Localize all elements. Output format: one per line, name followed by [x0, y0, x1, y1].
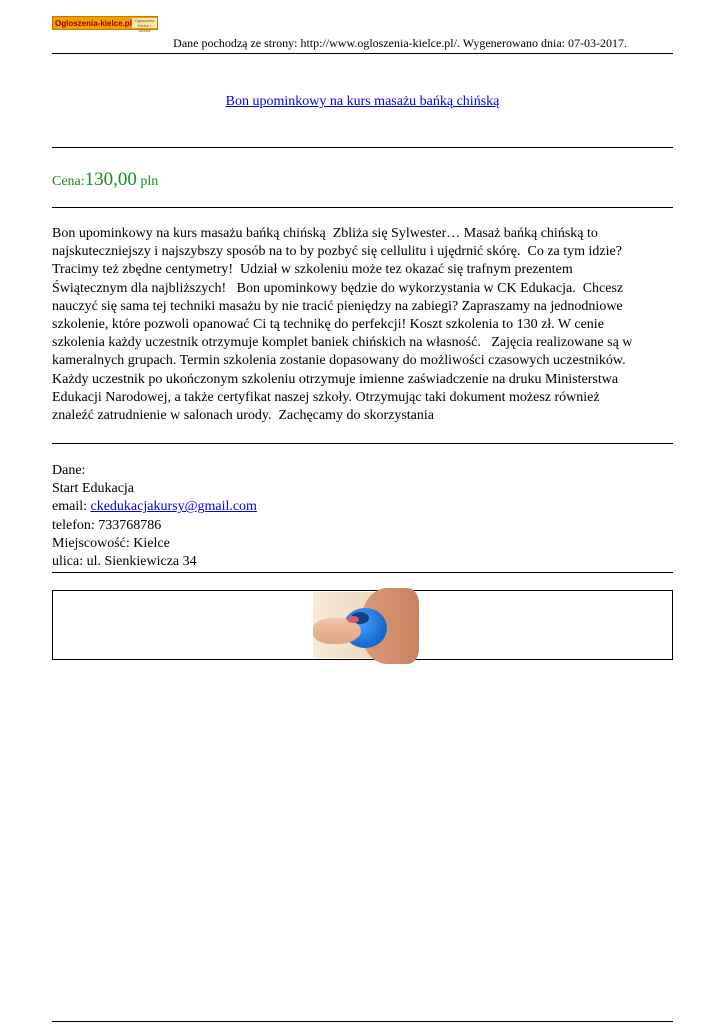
contact-phone-row: [52, 517, 257, 535]
price: [52, 169, 158, 191]
site-logo: [52, 16, 158, 33]
email-label: email:: [52, 499, 91, 515]
price-value: 130,00: [84, 169, 137, 190]
divider: [52, 443, 673, 444]
contact-city-row: [52, 535, 257, 553]
contact-block: [52, 462, 257, 571]
photo-nail-shape: [347, 616, 359, 623]
city-label: Miejscowość:: [52, 535, 134, 551]
street-label: ulica:: [52, 554, 87, 570]
listing-description: Bon upominkowy na kurs masażu bańką chińską Zbliża się Sylwester… Masaż bańką chińską to najskuteczniejszy i najszybszy sposób na to by pozbyć się cellulitu i ujędrnić skórę. Co za tym idzie? Tracimy też zbędne centymetry! Udział w szkoleniu może tez okazać się trafnym prezentem Świątecznym dla najbliższych! Bon upominkowy będzie do wykorzystania w CK Edukacja. Chcesz nauczyć się sama tej techniki masażu by nie tracić pieniędzy na zabiegi? Zapraszamy na jednodniowe szkolenie, które pozwoli opanować Ci tą technikę do perfekcji! Koszt szkolenia to 130 zł. W cenie szkolenia każdy uczestnik otrzymuje komplet baniek chińskich na własność. Zajęcia realizowane są w kameralnych grupach. Termin szkolenia zostanie dopasowany do możliwości czasowych uczestników. Każdy uczestnik po ukończonym szkoleniu otrzymuje imienne zaświadczenie na druku Ministerstwa Edukacji Narodowej, a także certyfikat naszej szkoły. Otrzymując taki dokument możesz również znaleźć zatrudnienie w salonach urody. Zachęcamy do skorzystania: [52, 226, 633, 424]
listing-title-link[interactable]: Bon upominkowy na kurs masażu bańką chińską: [225, 94, 500, 109]
contact-email-row: [52, 498, 257, 516]
divider: [52, 147, 673, 148]
contact-name: Start Edukacja: [52, 481, 135, 497]
footer-divider: [52, 1021, 673, 1022]
source-note: Dane pochodzą ze strony: http://www.ogloszenia-kielce.pl/. Wygenerowano dnia: 07-03-2017.: [173, 36, 627, 50]
price-label: Cena:: [52, 174, 85, 189]
street-value: ul. Sienkiewicza 34: [86, 554, 197, 570]
listing-photo: [313, 592, 407, 658]
email-link[interactable]: ckedukacjakursy@gmail.com: [90, 499, 257, 515]
contact-street-row: [52, 553, 257, 571]
phone-value: 733768786: [98, 517, 162, 533]
contact-heading: Dane:: [52, 463, 86, 478]
divider: [52, 572, 673, 573]
divider: [52, 53, 673, 54]
site-logo-text: Ogloszenia-kielce.pl: [55, 18, 132, 28]
divider: [52, 207, 673, 208]
phone-label: telefon:: [52, 517, 99, 533]
site-logo-subtext: Ogłoszenia Kielce i okolice: [132, 18, 157, 28]
price-currency: pln: [136, 174, 159, 189]
city-value: Kielce: [133, 535, 170, 551]
